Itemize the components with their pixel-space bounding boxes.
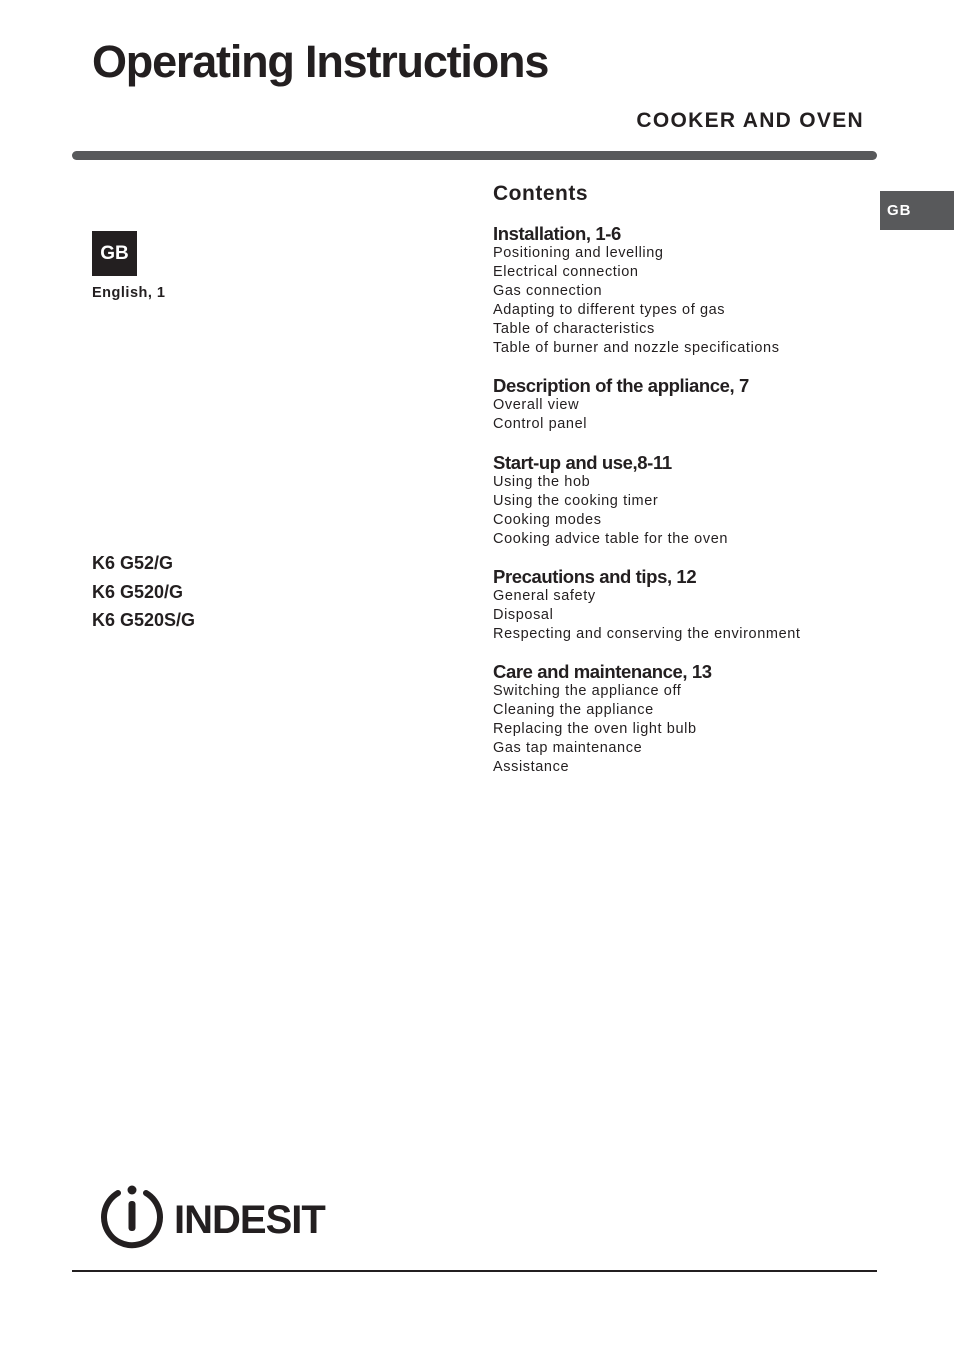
contents-item: Respecting and conserving the environment xyxy=(493,626,801,642)
contents-item: Cooking advice table for the oven xyxy=(493,531,729,547)
contents-section-heading: Precautions and tips, 12 xyxy=(493,566,697,587)
contents-item: Overall view xyxy=(493,397,580,413)
contents-item: General safety xyxy=(493,588,596,604)
model-list xyxy=(92,553,195,639)
contents-item: Disposal xyxy=(493,607,554,623)
contents-item: Electrical connection xyxy=(493,264,639,280)
contents-item: Assistance xyxy=(493,759,570,775)
contents-section-heading: Description of the appliance, 7 xyxy=(493,375,749,396)
contents-title: Contents xyxy=(493,182,588,205)
contents-item: Positioning and levelling xyxy=(493,245,664,261)
page-title: Operating Instructions xyxy=(92,36,549,87)
contents-item: Using the hob xyxy=(493,474,591,490)
model-name: K6 G520S/G xyxy=(92,610,196,630)
contents-item: Gas connection xyxy=(493,283,603,299)
language-label: English, 1 xyxy=(92,285,166,301)
contents-section-heading: Care and maintenance, 13 xyxy=(493,661,712,682)
contents-section xyxy=(493,375,749,434)
model-name: K6 G52/G xyxy=(92,553,174,573)
indesit-logo xyxy=(100,1183,335,1254)
footer-divider xyxy=(72,1270,877,1272)
contents-section xyxy=(493,452,728,549)
logo-text: INDESIT xyxy=(174,1198,325,1242)
contents-item: Using the cooking timer xyxy=(493,493,659,509)
contents-item: Table of burner and nozzle specifications xyxy=(493,340,780,356)
language-badge: GB xyxy=(92,231,137,276)
language-side-tab: GB xyxy=(880,191,954,230)
contents-section xyxy=(493,566,801,644)
document-subtitle: COOKER AND OVEN xyxy=(636,109,864,132)
contents-item: Gas tap maintenance xyxy=(493,740,643,756)
contents-item: Replacing the oven light bulb xyxy=(493,721,697,737)
contents-item: Table of characteristics xyxy=(493,321,655,337)
contents-item: Cooking modes xyxy=(493,512,602,528)
contents-section-heading: Installation, 1-6 xyxy=(493,223,621,244)
contents-section xyxy=(493,223,780,358)
header-divider xyxy=(72,151,877,160)
contents-item: Adapting to different types of gas xyxy=(493,302,726,318)
contents-item: Control panel xyxy=(493,416,588,432)
contents-section-heading: Start-up and use,8-11 xyxy=(493,452,672,473)
contents-section xyxy=(493,661,712,777)
model-name: K6 G520/G xyxy=(92,581,184,602)
contents-item: Cleaning the appliance xyxy=(493,702,654,718)
contents-item: Switching the appliance off xyxy=(493,683,682,699)
